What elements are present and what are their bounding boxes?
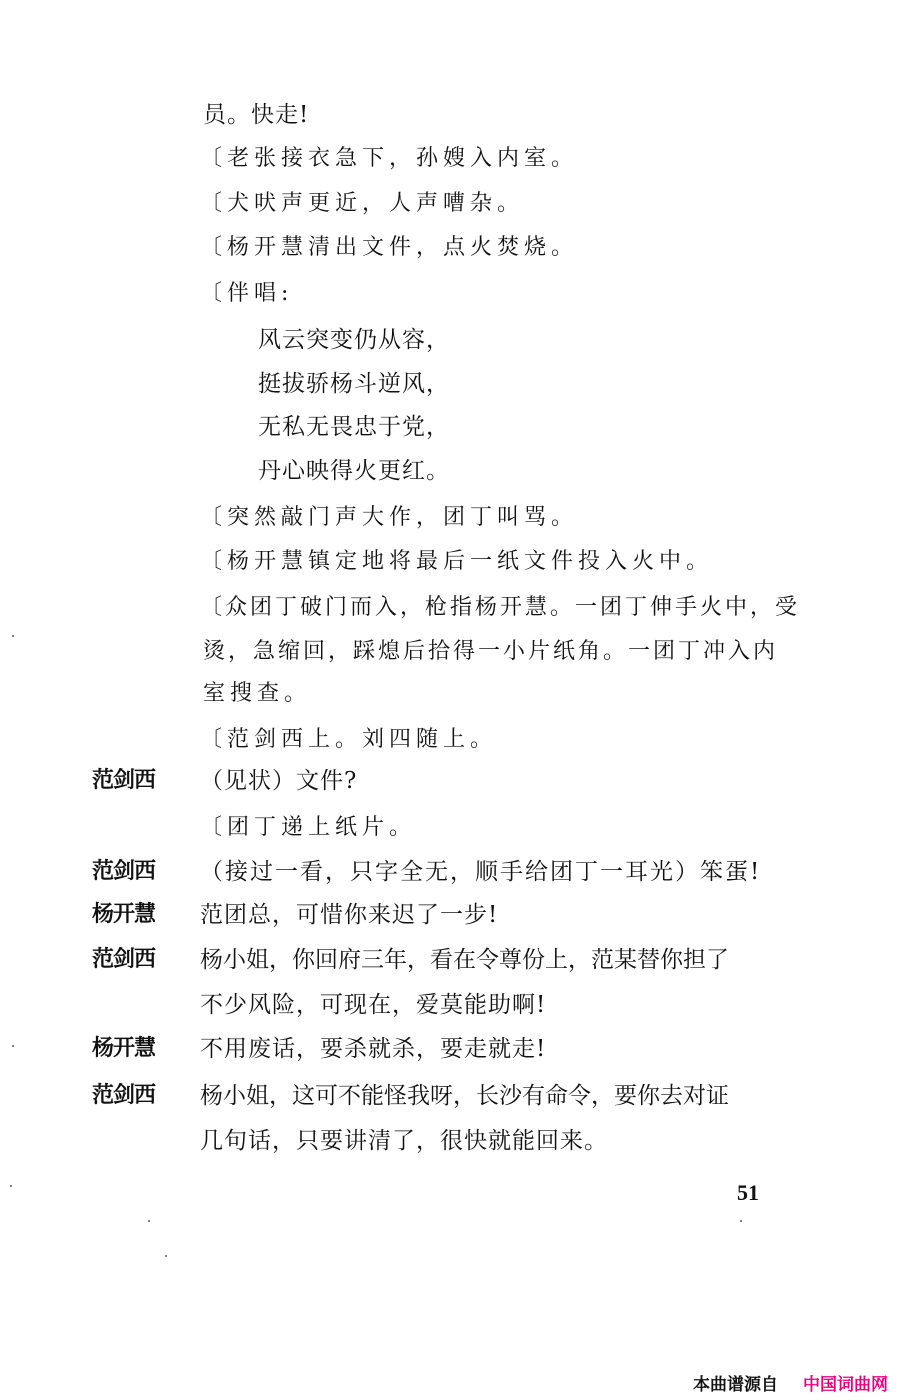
scan-speck: [12, 1045, 14, 1047]
scan-speck: [165, 1255, 167, 1257]
speaker-name: 范剑西: [92, 768, 156, 793]
dialogue-line: 不用废话，要杀就杀，要走就走!: [200, 1036, 547, 1062]
footer-site-link[interactable]: 中国词曲网: [803, 1375, 888, 1395]
stage-direction: 〔伴唱:: [200, 281, 294, 306]
stage-direction: 〔杨开慧镇定地将最后一纸文件投入火中。: [200, 549, 714, 574]
dialogue-line: 范团总，可惜你来迟了一步!: [200, 902, 499, 928]
stage-direction: 〔老张接衣急下，孙嫂入内室。: [200, 146, 579, 171]
speaker-name: 杨开慧: [92, 902, 156, 927]
scan-speck: [12, 635, 14, 637]
stage-direction: 〔犬吠声更近，人声嘈杂。: [200, 191, 525, 216]
stage-direction: 室搜查。: [203, 681, 312, 706]
speaker-name: 范剑西: [92, 1083, 156, 1108]
dialogue-continuation: 几句话，只要讲清了，很快就能回来。: [200, 1128, 608, 1154]
stage-direction: 〔团丁递上纸片。: [200, 815, 417, 840]
dialogue-line: （接过一看，只字全无，顺手给团丁一耳光）笨蛋!: [200, 859, 762, 885]
dialogue-continuation: 员。快走!: [203, 102, 310, 128]
verse-line: 丹心映得火更红。: [258, 458, 450, 484]
dialogue-continuation: 不少风险，可现在，爱莫能助啊!: [200, 992, 547, 1018]
dialogue-line: 杨小姐，你回府三年，看在令尊份上，范某替你担了: [200, 947, 729, 973]
stage-direction: 烫，急缩回，踩熄后拾得一小片纸角。一团丁冲入内: [203, 639, 779, 664]
stage-direction: 〔突然敲门声大作，团丁叫骂。: [200, 505, 579, 530]
stage-direction: 〔范剑西上。刘四随上。: [200, 727, 498, 752]
verse-line: 挺拔骄杨斗逆风，: [258, 371, 450, 397]
dialogue-line: （见状）文件?: [200, 768, 358, 794]
dialogue-line: 杨小姐，这可不能怪我呀，长沙有命令，要你去对证: [200, 1083, 729, 1109]
verse-line: 风云突变仍从容，: [258, 327, 450, 353]
scan-speck: [10, 1185, 12, 1187]
speaker-name: 杨开慧: [92, 1036, 156, 1061]
speaker-name: 范剑西: [92, 859, 156, 884]
speaker-name: 范剑西: [92, 947, 156, 972]
stage-direction: 〔杨开慧清出文件，点火焚烧。: [200, 235, 579, 260]
verse-line: 无私无畏忠于党，: [258, 414, 450, 440]
stage-direction: 〔众团丁破门而入，枪指杨开慧。一团丁伸手火中，受: [200, 595, 801, 620]
scan-speck: [148, 1220, 150, 1222]
scan-speck: [740, 1220, 742, 1222]
footer-source-label: 本曲谱源自: [693, 1375, 778, 1395]
page-number: 51: [737, 1180, 759, 1205]
